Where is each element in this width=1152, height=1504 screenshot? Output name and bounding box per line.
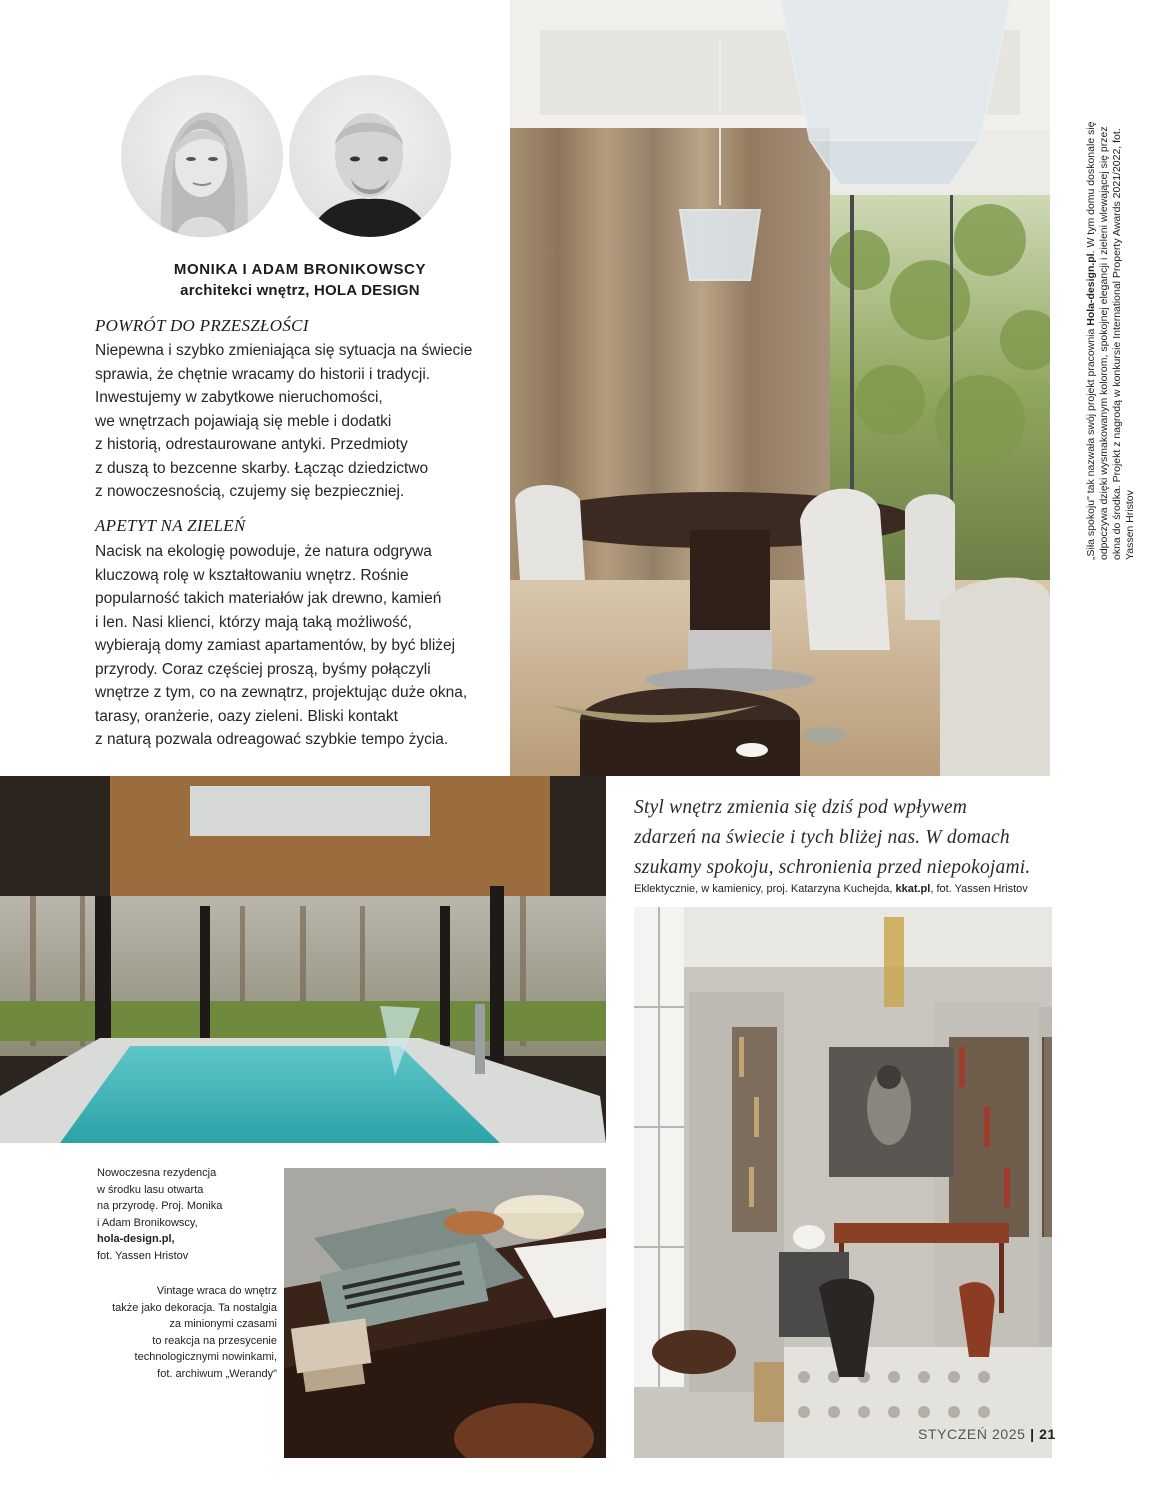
- caption-line: fot. archiwum „Werandy": [157, 1367, 277, 1380]
- library-photo: [634, 907, 1052, 1458]
- page-number: 21: [1039, 1426, 1056, 1442]
- caption-line: na przyrodę. Proj. Monika: [97, 1200, 223, 1212]
- caption-studio: Hola-design.pl: [1085, 253, 1097, 326]
- caption-line: Vintage wraca do wnętrz: [156, 1285, 277, 1297]
- section-title-green: APETYT NA ZIELEŃ: [95, 516, 246, 535]
- credit-studio: kkat.pl: [895, 883, 931, 895]
- text-line: Inwestujemy w zabytkowe nieruchomości,: [95, 389, 383, 406]
- portrait-adam: [289, 75, 451, 237]
- caption-line: fot. Yassen Hristov: [97, 1249, 189, 1262]
- caption-line: w środku lasu otwarta: [97, 1183, 204, 1196]
- caption-line: za minionymi czasami: [169, 1318, 277, 1330]
- text-line: Niepewna i szybko zmieniająca się sytuacja na świecie: [95, 342, 473, 359]
- typewriter-caption: [112, 1283, 277, 1382]
- issue-date: STYCZEŃ 2025: [918, 1426, 1026, 1442]
- caption-line: i Adam Bronikowscy,: [97, 1216, 198, 1229]
- dining-room-caption: [1085, 120, 1137, 560]
- text-line: tarasy, oranżerie, oazy zieleni. Bliski kontakt: [95, 707, 398, 725]
- text-line: z duszą to bezcenne skarby. Łącząc dziedzictwo: [95, 459, 429, 477]
- pool-photo: [0, 776, 606, 1143]
- caption-text: . W tym domu doskonale się odpoczywa dzięki wysmakowanym kolorom, spokojnej elegancji i zieleni wlewającej się przez okna do środka. Projekt z nagrodą w konkursie International Property Awards 2021/2022, fot. Yassen Hristov: [1085, 121, 1136, 560]
- typewriter-photo: [284, 1168, 606, 1458]
- text-line: wybierają domy zamiast apartamentów, by być bliżej: [95, 637, 456, 654]
- text-line: z historią, odrestaurowane antyki. Przedmioty: [95, 436, 408, 453]
- text-line: we wnętrzach pojawiają się meble i dodatki: [95, 412, 392, 430]
- portrait-monika: [121, 75, 283, 237]
- text-line: Nacisk na ekologię powoduje, że natura odgrywa: [95, 543, 432, 560]
- byline: [95, 259, 505, 301]
- folio-divider: |: [1030, 1426, 1035, 1442]
- library-credit: [634, 883, 1028, 895]
- page-folio: [918, 1426, 1056, 1442]
- dining-room-photo: [510, 0, 1050, 776]
- text-line: przyrody. Coraz częściej proszą, byśmy połączyli: [95, 660, 431, 678]
- caption-text: „Siła spokoju" tak nazwała swój projekt pracownia: [1085, 325, 1097, 560]
- quote-line: Styl wnętrz zmienia się dziś pod wpływem: [634, 797, 967, 818]
- pull-quote: [634, 793, 1030, 883]
- caption-line: także jako dekoracja. Ta nostalgia: [112, 1301, 277, 1314]
- text-line: z nowoczesnością, czujemy się bezpieczniej.: [95, 483, 405, 500]
- caption-line: hola-design.pl,: [97, 1233, 175, 1245]
- quote-line: szukamy spokoju, schronienia przed niepokojami.: [634, 857, 1031, 878]
- text-line: sprawia, że chętnie wracamy do historii i tradycji.: [95, 365, 431, 383]
- text-line: wnętrze z tym, co na zewnątrz, projektując duże okna,: [95, 684, 468, 701]
- text-line: i len. Nasi klienci, którzy mają taką możliwość,: [95, 613, 412, 631]
- caption-line: technologicznymi nowinkami,: [134, 1351, 277, 1363]
- credit-text: , fot. Yassen Hristov: [930, 883, 1028, 895]
- section-text-past: [95, 339, 485, 504]
- section-title-past: POWRÓT DO PRZESZŁOŚCI: [95, 316, 309, 335]
- quote-line: zdarzeń na świecie i tych bliżej nas. W domach: [634, 827, 1010, 848]
- credit-text: Eklektycznie, w kamienicy, proj. Katarzyna Kuchejda,: [634, 883, 896, 895]
- pool-caption: [97, 1165, 222, 1264]
- caption-line: to reakcja na przesycenie: [152, 1334, 277, 1347]
- architect-role: architekci wnętrz, HOLA DESIGN: [180, 282, 420, 299]
- text-line: kluczową rolę w kształtowaniu wnętrz. Rośnie: [95, 566, 409, 584]
- architect-names: MONIKA I ADAM BRONIKOWSCY: [173, 261, 427, 278]
- text-line: popularność takich materiałów jak drewno, kamień: [95, 590, 442, 607]
- section-text-green: [95, 540, 485, 752]
- text-line: z naturą pozwala odreagować szybkie tempo życia.: [95, 731, 449, 748]
- caption-line: Nowoczesna rezydencja: [97, 1167, 217, 1179]
